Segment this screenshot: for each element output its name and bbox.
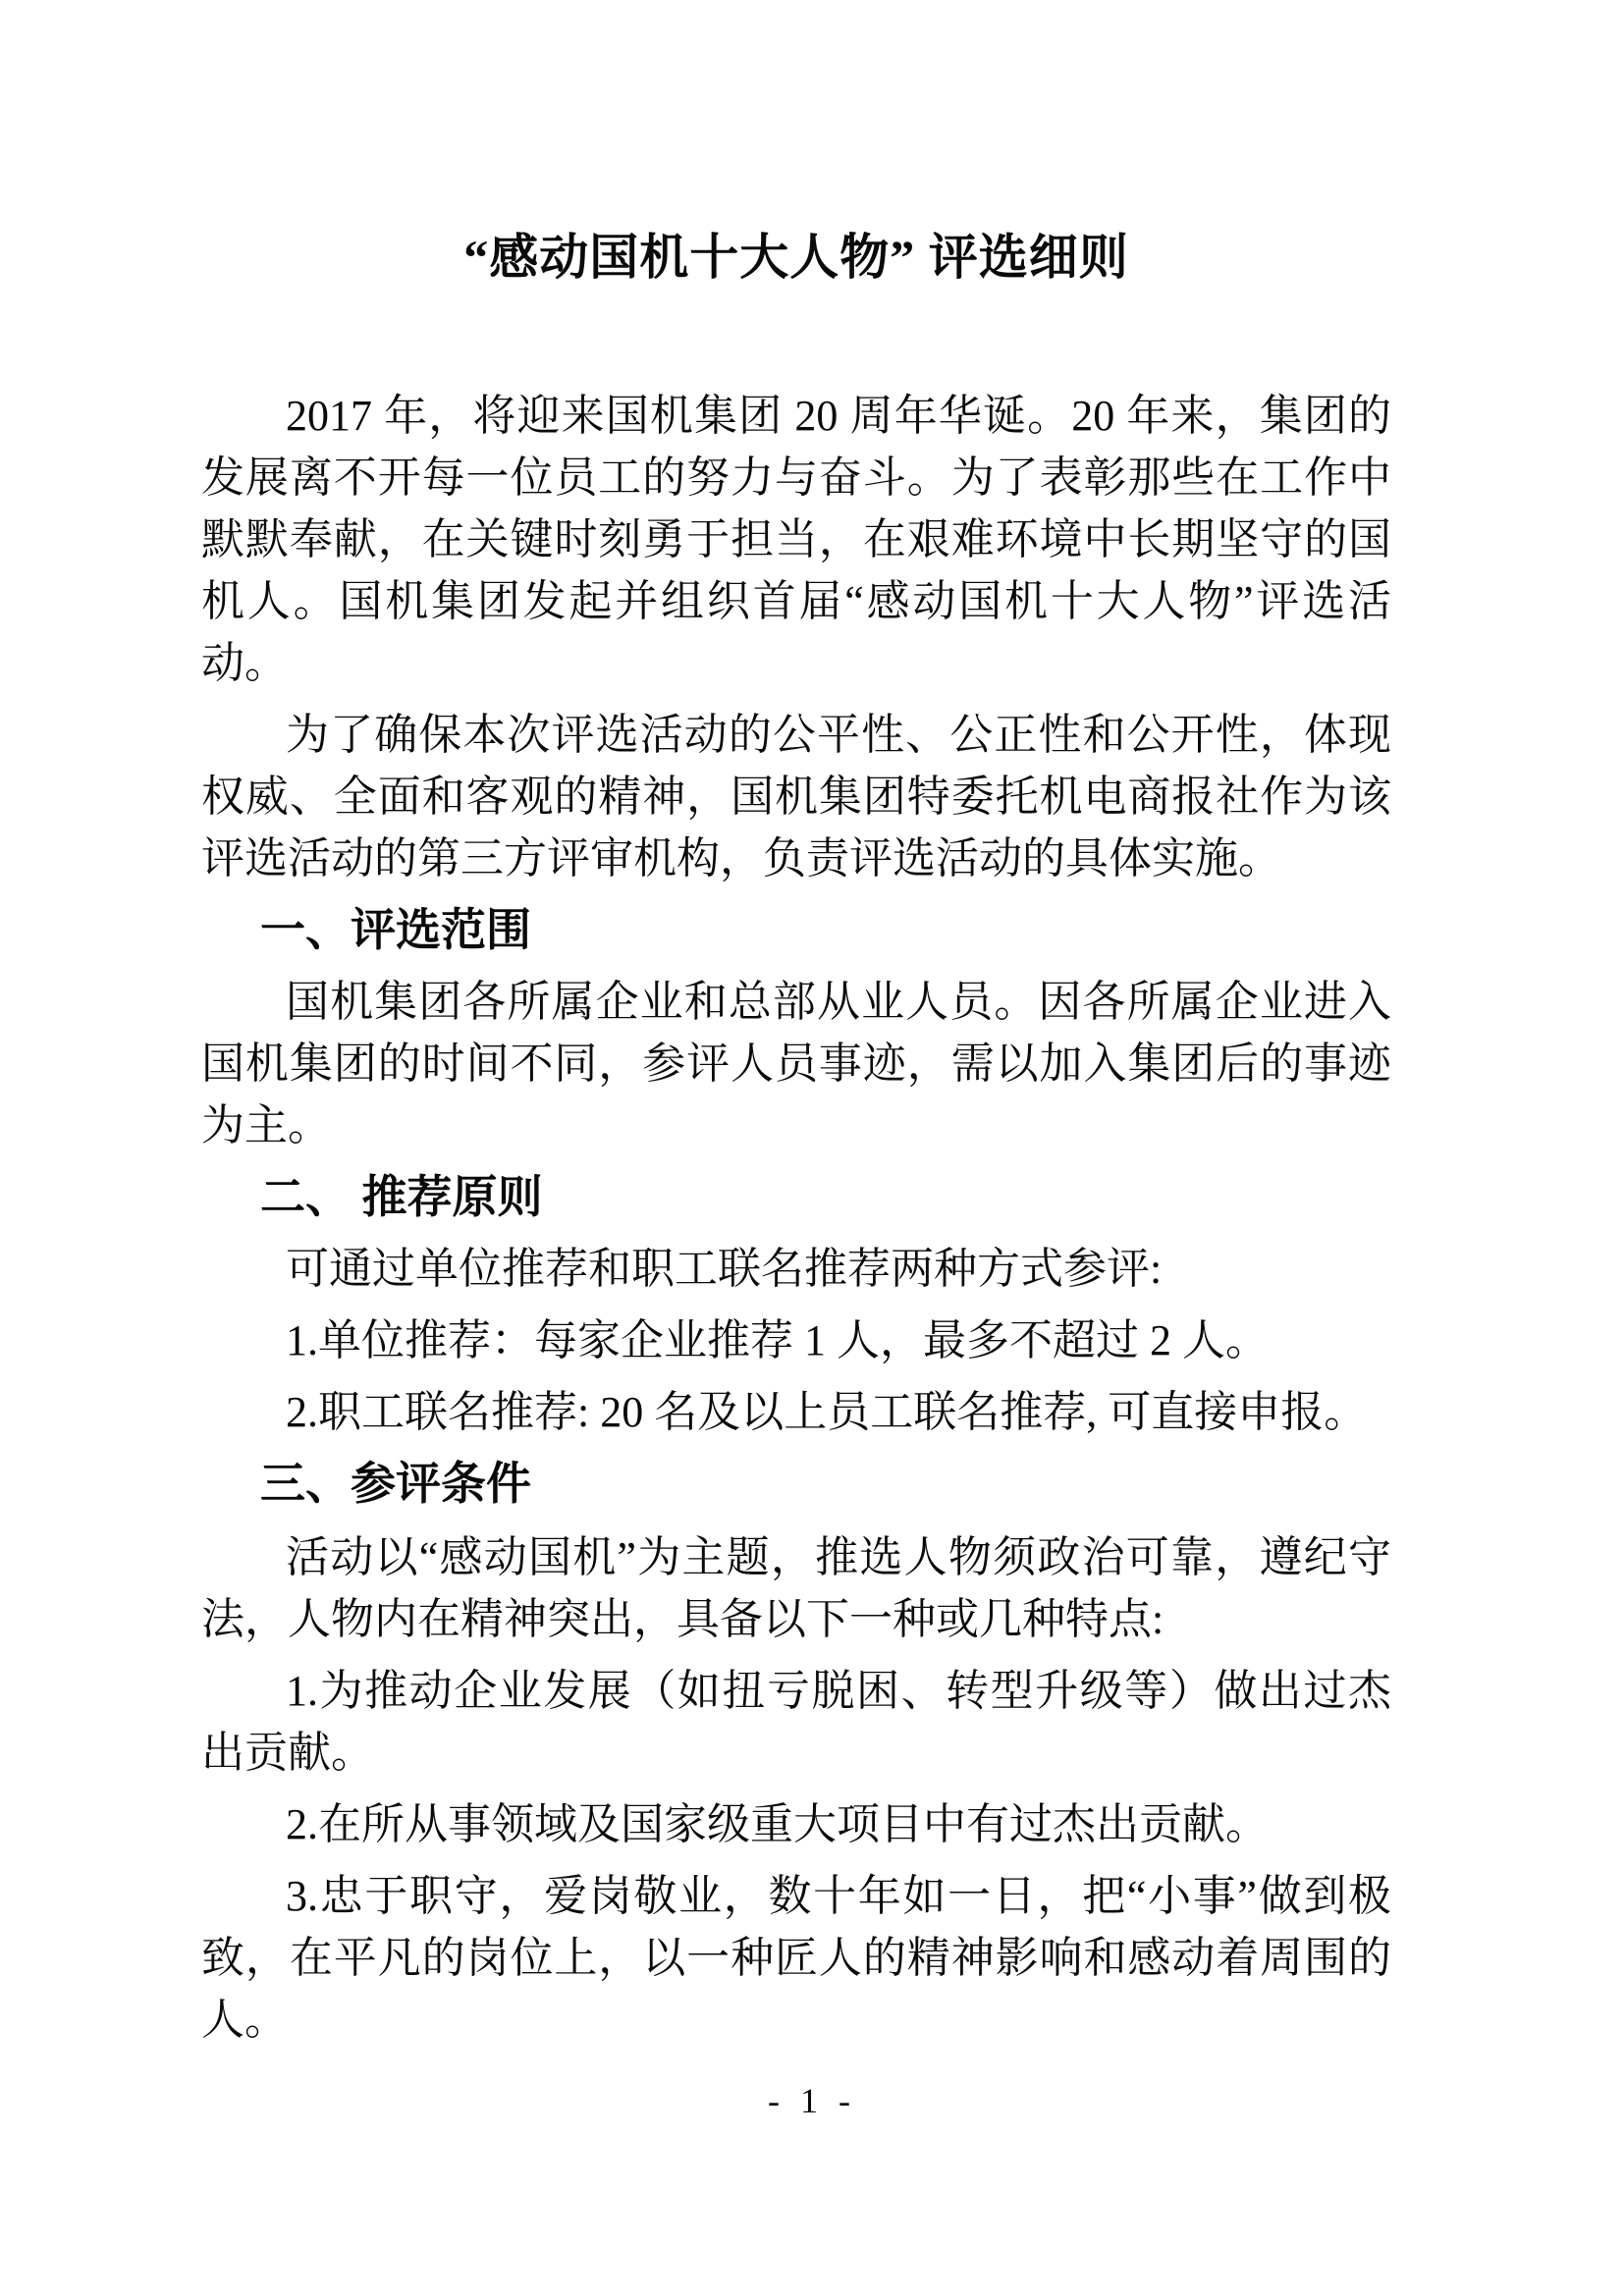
document-title-text: “感动国机十大人物” 评选细则	[463, 230, 1129, 285]
section-3-intro-paragraph: 活动以“感动国机”为主题，推选人物须政治可靠，遵纪守法，人物内在精神突出，具备以下一种或几种特点:	[201, 1533, 1391, 1643]
section-3-item-3: 3.忠于职守，爱岗敬业，数十年如一日，把“小事”做到极致，在平凡的岗位上，以一种匠人的精神影响和感动着周围的人。	[201, 1872, 1391, 2044]
intro-paragraph: 2017 年，将迎来国机集团 20 周年华诞。20 年来，集团的发展离不开每一位员工的努力与奋斗。为了表彰那些在工作中默默奉献，在关键时刻勇于担当，在艰难环境中长期坚守的国机人。国机集团发起并组织首届“感动国机十大人物”评选活动。	[201, 392, 1391, 687]
section-2-item-2: 2.职工联名推荐: 20 名及以上员工联名推荐, 可直接申报。	[286, 1388, 1368, 1436]
section-2-intro-paragraph: 可通过单位推荐和职工联名推荐两种方式参评:	[286, 1245, 1163, 1293]
section-2-item-1: 1.单位推荐：每家企业推荐 1 人，最多不超过 2 人。	[286, 1316, 1269, 1364]
document-content	[201, 222, 1391, 2060]
section-1-heading: 一、评选范围	[260, 905, 531, 955]
section-3-item-1: 1.为推动企业发展（如扭亏脱困、转型升级等）做出过杰出贡献。	[201, 1667, 1391, 1777]
page-number: - 1 -	[768, 2081, 856, 2120]
section-1-paragraph: 国机集团各所属企业和总部从业人员。因各所属企业进入国机集团的时间不同，参评人员事迹，需以加入集团后的事迹为主。	[201, 978, 1391, 1149]
document-title	[201, 222, 1391, 293]
section-2-heading: 二、 推荐原则	[260, 1172, 543, 1222]
section-3-item-2: 2.在所从事领域及国家级重大项目中有过杰出贡献。	[286, 1800, 1269, 1848]
fairness-paragraph: 为了确保本次评选活动的公平性、公正性和公开性，体现权威、全面和客观的精神，国机集团特委托机电商报社作为该评选活动的第三方评审机构，负责评选活动的具体实施。	[201, 711, 1391, 882]
section-3-heading: 三、参评条件	[260, 1459, 531, 1509]
